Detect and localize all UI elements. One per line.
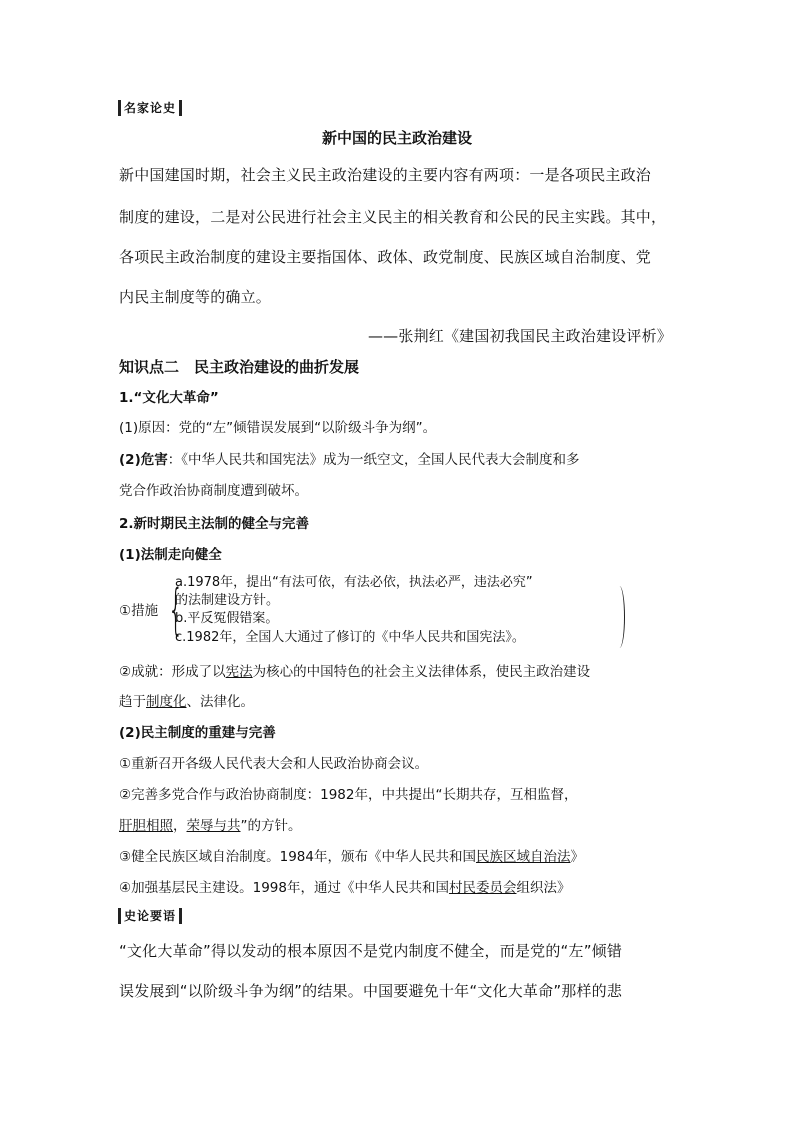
d4-tail: 组织法》 [516,880,571,896]
achv-text-a: ②成就：形成了以 [119,664,226,680]
democracy-item-4 [119,876,570,896]
essay-line-1: “文化大革命”得以发动的根本原因不是党内制度不健全，而是党的“左”倾错 [119,942,623,960]
d4-underline: 村民委员会 [448,880,517,896]
term-separator: ， [173,818,187,834]
democracy-sub-heading: (2)民主制度的重建与完善 [119,725,276,741]
achv2-text-b: 、法律化。 [186,694,254,710]
achv2-text-a: 趋于 [119,694,146,710]
achievement-line-2 [119,690,254,710]
measure-a-cont: 的法制建设方针。 [175,593,280,608]
section-tag-key-points: 史论要语 [118,908,182,924]
d3-underline: 民族区域自治法 [475,849,571,865]
measure-b: b.平反冤假错案。 [175,611,279,626]
democracy-item-2: ②完善多党合作与政治协商制度：1982年，中共提出“长期共存，互相监督， [119,787,578,803]
section-tag-famous-views: 名家论史 [118,100,182,116]
essay-line-2: 误发展到“以阶级斗争为纲”的结果。中国要避免十年“文化大革命”那样的悲 [119,982,623,1000]
quote-title: 新中国的民主政治建设 [321,129,472,147]
democracy-item-2-cont [119,814,302,834]
left-brace-icon: { [168,578,184,641]
underline-term-1: 肝胆相照 [119,818,173,834]
quote-line-2: 制度的建设，二是对公民进行社会主义民主的相关教育和公民的民主实践。其中， [119,208,667,226]
knowledge-heading: 知识点二 民主政治建设的曲折发展 [119,358,360,376]
harm-label: (2)危害 [119,452,168,468]
quote-source: ——张荆红《建国初我国民主政治建设评析》 [367,327,672,345]
harm-line-1 [119,448,579,468]
measures-label: ①措施 [119,603,159,619]
legal-sub-heading: (1)法制走向健全 [119,547,222,563]
democracy-item-1: ①重新召开各级人民代表大会和人民政治协商会议。 [119,756,429,772]
d4-text: ④加强基层民主建设。1998年，通过《中华人民共和国 [119,880,449,896]
d3-text: ③健全民族区域自治制度。1984年，颁布《中华人民共和国 [119,849,476,865]
achievement-line-1 [119,660,590,680]
subsection-title-2: 2.新时期民主法制的健全与完善 [119,516,310,532]
achv-underline-constitution: 宪法 [225,664,253,680]
quote-line-3: 各项民主政治制度的建设主要指国体、政体、政党制度、民族区域自治制度、党 [119,248,652,266]
subsection-title-1: 1.“文化大革命” [119,390,219,406]
cause-line: (1)原因：党的“左”倾错误发展到“以阶级斗争为纲”。 [119,420,437,436]
achv-underline-institutional: 制度化 [146,694,187,710]
measure-a: a.1978年，提出“有法可依，有法必依，执法必严，违法必究” [175,575,533,590]
harm-text: ：《中华人民共和国宪法》成为一纸空文，全国人民代表大会制度和多 [167,452,580,468]
quote-line-4: 内民主制度等的确立。 [119,288,272,306]
achv-text-b: 为核心的中国特色的社会主义法律体系，使民主政治建设 [252,664,591,680]
democracy-item-3 [119,845,584,865]
quote-line-1: 新中国建国时期，社会主义民主政治建设的主要内容有两项：一是各项民主政治 [119,166,652,184]
underline-term-2: 荣辱与共 [186,818,241,834]
d3-tail: 》 [570,849,584,865]
harm-line-2: 党合作政治协商制度遭到破坏。 [119,483,308,499]
measure-c: c.1982年，全国人大通过了修订的《中华人民共和国宪法》。 [175,630,525,645]
term-tail: ”的方针。 [240,818,302,834]
right-paren-icon [614,586,625,648]
